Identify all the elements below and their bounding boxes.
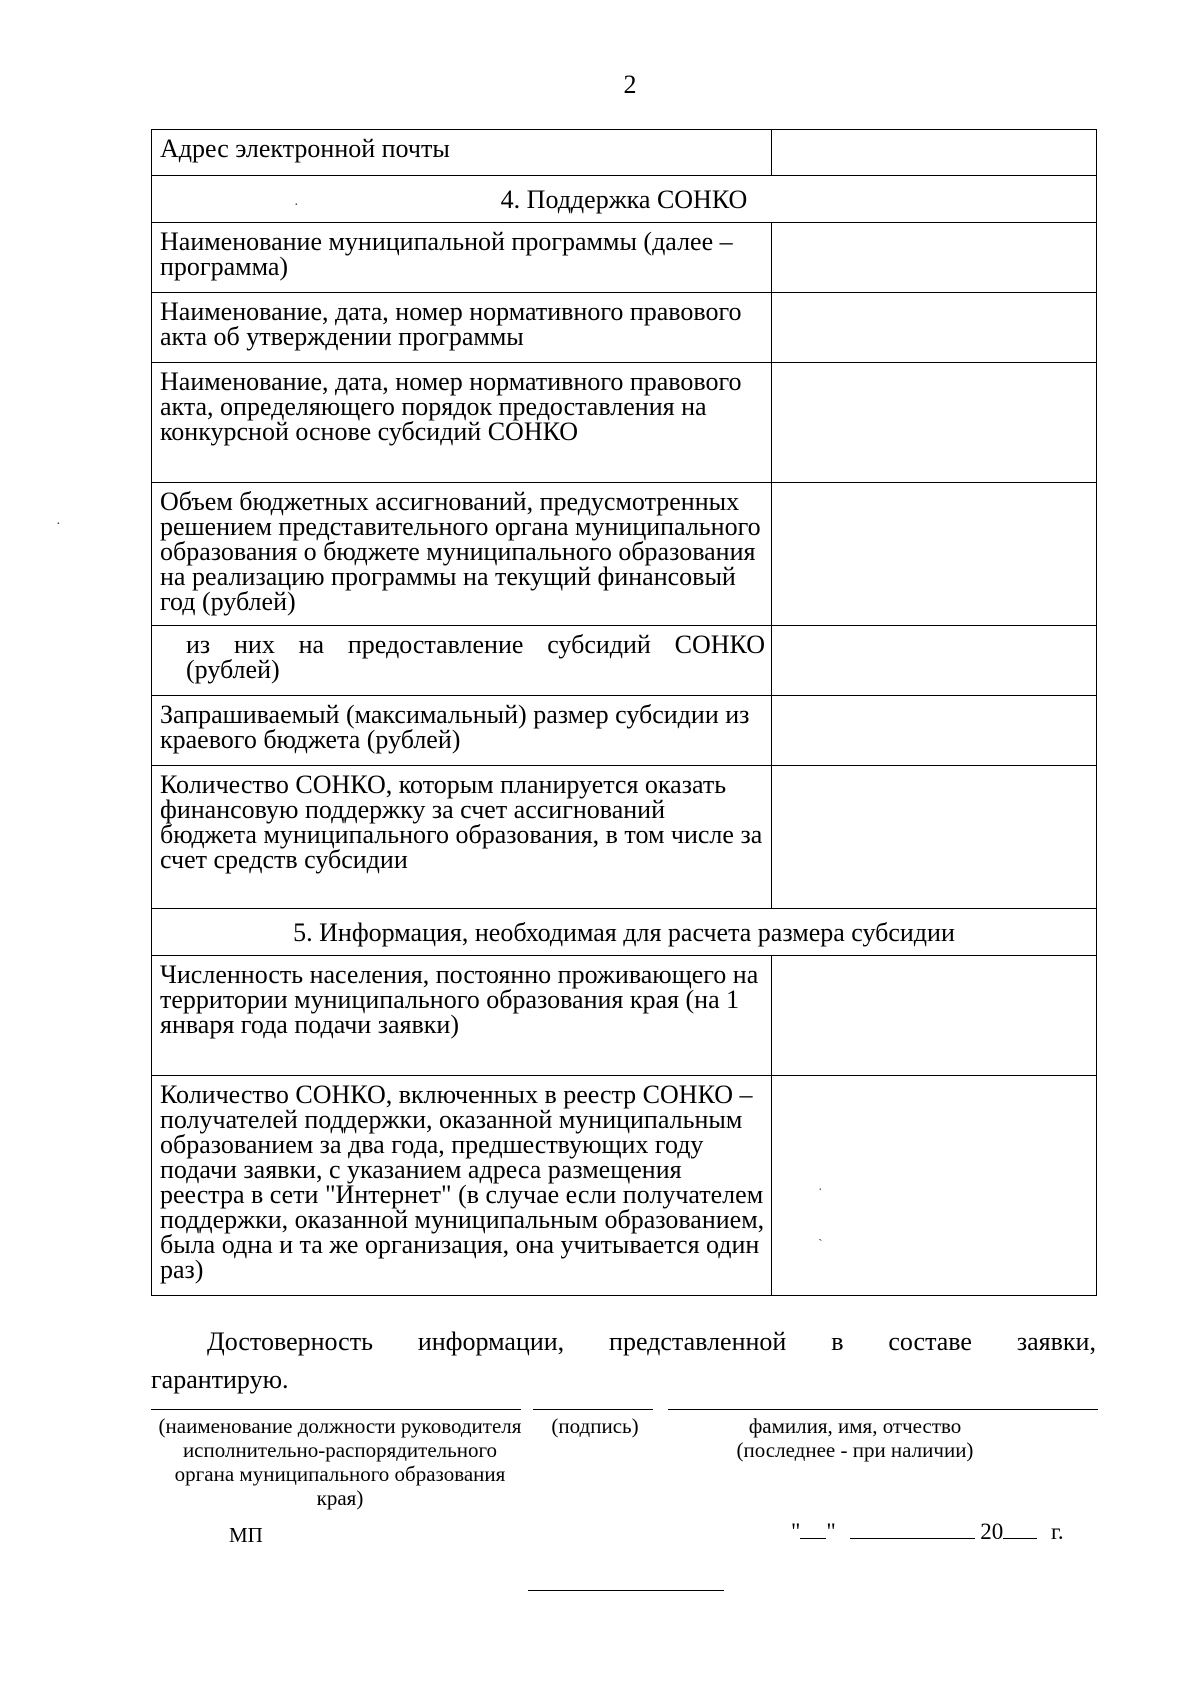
table-row-program-name — [152, 223, 1097, 293]
program-name-value-cell[interactable] — [772, 223, 1097, 293]
registry-label: Количество СОНКО, включенных в реестр СОНКО – получателей поддержки, оказанной муниципальным образованием за два года, предшествующих году подачи заявки, с указанием адреса размещения реестра в сети "Интернет" (в случае если получателем поддержки, оказанной муниципальным образованием, была одна и та же организация, она учитывается один раз) — [152, 1076, 772, 1296]
application-form-table — [151, 129, 1097, 1296]
date-day-blank[interactable] — [800, 1518, 826, 1539]
table-row-sonko-count — [152, 766, 1097, 909]
table-row-population — [152, 956, 1097, 1076]
date-line — [791, 1518, 1064, 1545]
position-caption: (наименование должности руководителя исполнительно-распорядительного органа муниципального образования края) — [158, 1414, 522, 1510]
guarantee-word: информации, — [417, 1327, 565, 1356]
sonko-count-label: Количество СОНКО, которым планируется оказать финансовую поддержку за счет ассигнований бюджета муниципального образования, в том числе за счет средств субсидии — [152, 766, 772, 909]
subsidy-share-value-cell[interactable] — [772, 626, 1097, 696]
guarantee-word: в — [831, 1327, 844, 1356]
stray-dot: · — [56, 517, 61, 532]
email-label: Адрес электронной почты — [152, 130, 772, 176]
date-close-quote: " — [826, 1519, 836, 1544]
section-5-title: 5. Информация, необходимая для расчета размера субсидии — [152, 909, 1097, 956]
table-row-subsidy-share — [152, 626, 1097, 696]
table-row-email — [152, 130, 1097, 176]
bottom-rule — [528, 1590, 724, 1591]
budget-label: Объем бюджетных ассигнований, предусмотренных решением представительного органа муниципального образования о бюджете муниципального образования на реализацию программы на текущий финансовый год (рублей) — [152, 483, 772, 626]
table-row-requested — [152, 696, 1097, 766]
table-row-registry — [152, 1076, 1097, 1296]
population-label: Численность населения, постоянно проживающего на территории муниципального образования края (на 1 января года подачи заявки) — [152, 956, 772, 1076]
guarantee-line-1 — [151, 1323, 1096, 1361]
order-act-value-cell[interactable] — [772, 363, 1097, 483]
table-row-program-act — [152, 293, 1097, 363]
program-name-label: Наименование муниципальной программы (далее – программа) — [152, 223, 772, 293]
name-caption: фамилия, имя, отчество (последнее - при наличии) — [736, 1414, 974, 1462]
sonko-count-value-cell[interactable] — [772, 766, 1097, 909]
date-year-blank[interactable] — [1003, 1518, 1037, 1539]
registry-value-cell[interactable] — [772, 1076, 1097, 1296]
guarantee-word: составе — [888, 1327, 972, 1356]
guarantee-word: представленной — [609, 1327, 787, 1356]
date-open-quote: " — [791, 1519, 801, 1544]
date-month-blank[interactable] — [850, 1518, 975, 1539]
email-value-cell[interactable] — [772, 130, 1097, 176]
section-4-title: 4. Поддержка СОНКО — [152, 176, 1097, 223]
guarantee-statement — [151, 1323, 1096, 1399]
name-signature-line[interactable] — [668, 1409, 1098, 1410]
requested-label: Запрашиваемый (максимальный) размер субсидии из краевого бюджета (рублей) — [152, 696, 772, 766]
stray-mark: · — [818, 1183, 823, 1198]
signature-line[interactable] — [533, 1409, 653, 1410]
subsidy-share-label: из них на предоставление субсидий СОНКО (рублей) — [152, 626, 772, 696]
population-value-cell[interactable] — [772, 956, 1097, 1076]
program-act-value-cell[interactable] — [772, 293, 1097, 363]
date-year-prefix: 20 — [980, 1519, 1004, 1544]
guarantee-word: Достоверность — [207, 1327, 373, 1356]
order-act-label: Наименование, дата, номер нормативного правового акта, определяющего порядок предоставления на конкурсной основе субсидий СОНКО — [152, 363, 772, 483]
stray-mark: ˏ — [818, 1227, 823, 1242]
table-row-budget — [152, 483, 1097, 626]
signature-caption: (подпись) — [551, 1414, 639, 1438]
stray-dot: · — [294, 198, 299, 213]
budget-value-cell[interactable] — [772, 483, 1097, 626]
guarantee-word: заявки, — [1016, 1327, 1096, 1356]
requested-value-cell[interactable] — [772, 696, 1097, 766]
stamp-placeholder: МП — [229, 1523, 263, 1547]
page-number: 2 — [623, 70, 637, 99]
table-row-section-5 — [152, 909, 1097, 956]
guarantee-line-2: гарантирую. — [151, 1365, 289, 1394]
program-act-label: Наименование, дата, номер нормативного правового акта об утверждении программы — [152, 293, 772, 363]
position-signature-line[interactable] — [151, 1409, 521, 1410]
table-row-order-act — [152, 363, 1097, 483]
date-year-suffix: г. — [1051, 1519, 1064, 1544]
